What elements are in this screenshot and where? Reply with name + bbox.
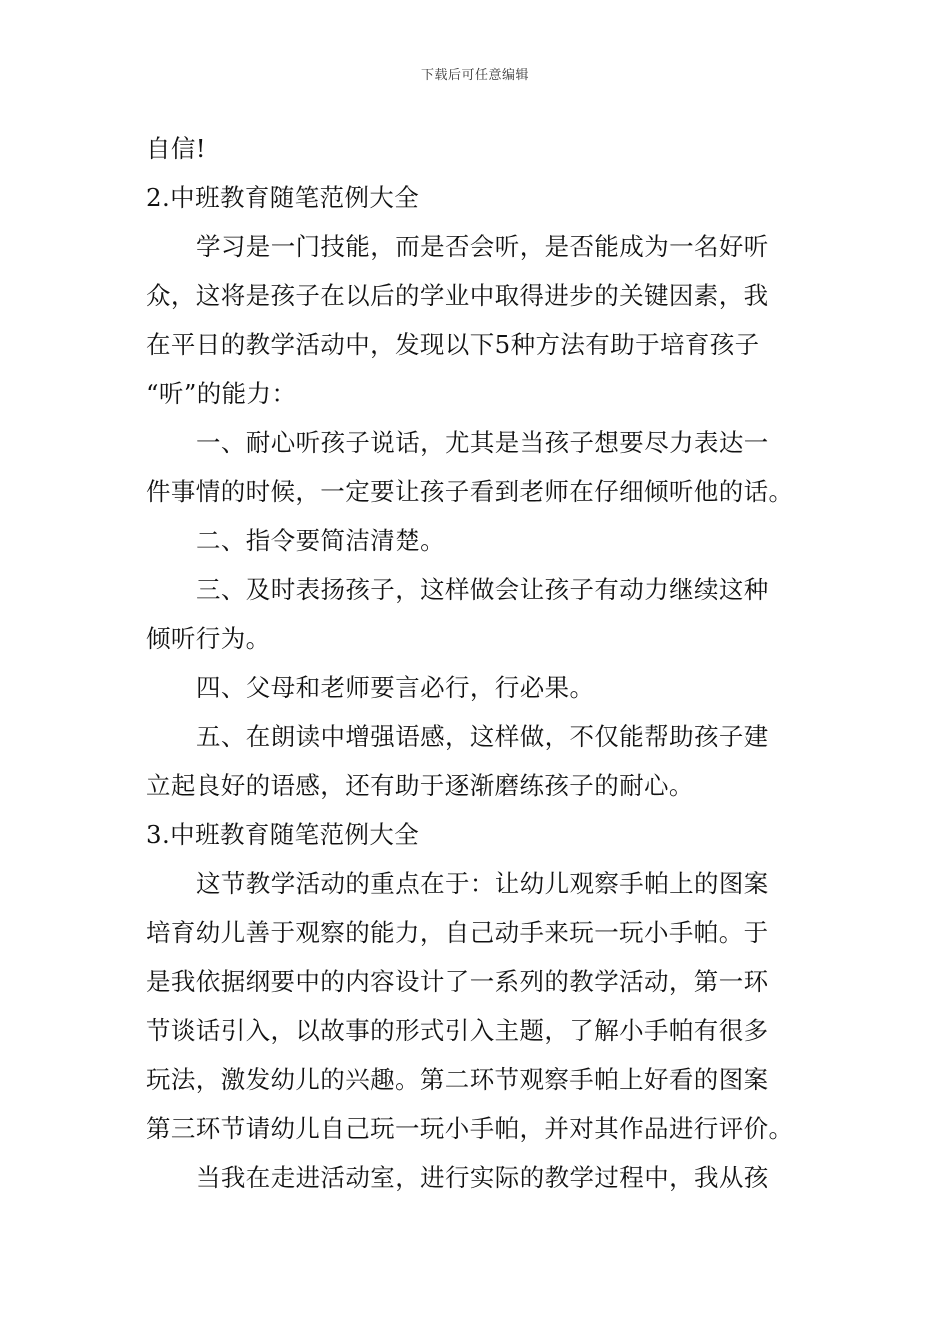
- text-line: 五、在朗读中增强语感，这样做，不仅能帮助孩子建: [196, 722, 769, 751]
- text-line: 倾听行为。: [146, 624, 271, 653]
- section-heading: 3.中班教育随笔范例大全: [146, 820, 420, 849]
- text-line: 二、指令要简洁清楚。: [196, 526, 445, 555]
- text-line: 第三环节请幼儿自己玩一玩小手帕，并对其作品进行评价。: [146, 1114, 794, 1143]
- text-line: 这节教学活动的重点在于：让幼儿观察手帕上的图案: [196, 869, 769, 898]
- text-line: 培育幼儿善于观察的能力，自己动手来玩一玩小手帕。于: [146, 918, 769, 947]
- text-line: 是我依据纲要中的内容设计了一系列的教学活动，第一环: [146, 967, 769, 996]
- text-line: 学习是一门技能，而是否会听，是否能成为一名好听: [196, 232, 769, 261]
- text-line: 三、及时表扬孩子，这样做会让孩子有动力继续这种: [196, 575, 769, 604]
- text-line: 玩法，激发幼儿的兴趣。第二环节观察手帕上好看的图案: [146, 1065, 769, 1094]
- text-line: 自信!: [146, 134, 207, 163]
- text-line: 节谈话引入，以故事的形式引入主题，了解小手帕有很多: [146, 1016, 769, 1045]
- text-line: “听”的能力：: [146, 379, 297, 408]
- document-body: [146, 124, 810, 1202]
- text-line: 四、父母和老师要言必行，行必果。: [196, 673, 595, 702]
- text-line: 立起良好的语感，还有助于逐渐磨练孩子的耐心。: [146, 771, 694, 800]
- section-heading: 2.中班教育随笔范例大全: [146, 183, 420, 212]
- text-line: 件事情的时候，一定要让孩子看到老师在仔细倾听他的话。: [146, 477, 794, 506]
- text-line: 当我在走进活动室，进行实际的教学过程中，我从孩: [196, 1163, 769, 1192]
- text-line: 一、耐心听孩子说话，尤其是当孩子想要尽力表达一: [196, 428, 769, 457]
- page-header: 下载后可任意编辑: [420, 68, 529, 83]
- text-line: 在平日的教学活动中，发现以下5种方法有助于培育孩子: [146, 330, 760, 359]
- text-line: 众，这将是孩子在以后的学业中取得进步的关键因素，我: [146, 281, 769, 310]
